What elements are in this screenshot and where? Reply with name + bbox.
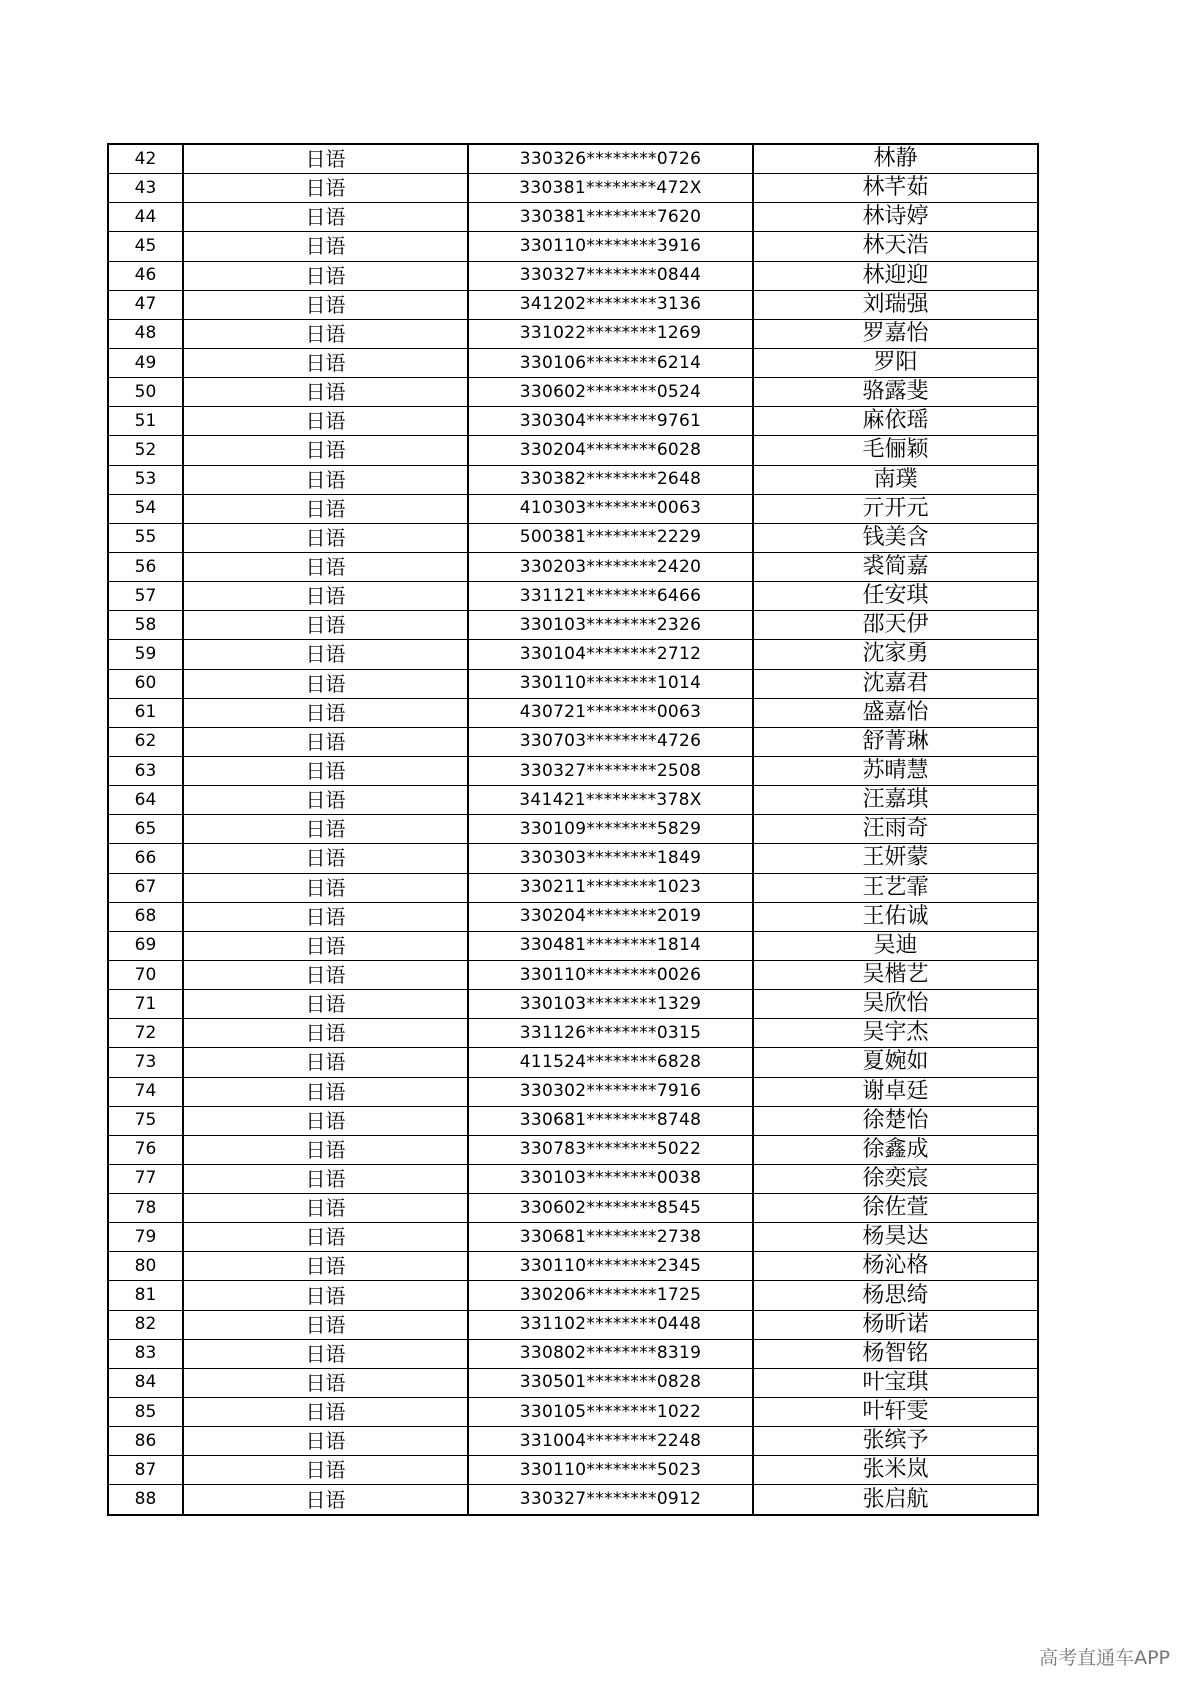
id-number-cell: 330105********1022 [468, 1398, 753, 1427]
id-number-cell: 330703********4726 [468, 727, 753, 756]
row-number-cell: 51 [108, 407, 183, 436]
name-cell: 王佑诚 [753, 902, 1038, 931]
row-number-cell: 44 [108, 203, 183, 232]
table-row [108, 494, 1038, 523]
language-cell: 日语 [183, 494, 468, 523]
name-cell: 林天浩 [753, 232, 1038, 261]
id-number-cell: 330326********0726 [468, 144, 753, 174]
language-cell: 日语 [183, 902, 468, 931]
id-number-cell: 330304********9761 [468, 407, 753, 436]
table-row [108, 582, 1038, 611]
id-number-cell: 331102********0448 [468, 1310, 753, 1339]
id-number-cell: 330110********5023 [468, 1456, 753, 1485]
table-row [108, 931, 1038, 960]
language-cell: 日语 [183, 1339, 468, 1368]
name-cell: 林芊茹 [753, 174, 1038, 203]
table-row [108, 1310, 1038, 1339]
row-number-cell: 69 [108, 931, 183, 960]
name-cell: 刘瑞强 [753, 290, 1038, 319]
language-cell: 日语 [183, 873, 468, 902]
id-number-cell: 330303********1849 [468, 844, 753, 873]
name-cell: 徐楚怡 [753, 1106, 1038, 1135]
row-number-cell: 73 [108, 1048, 183, 1077]
language-cell: 日语 [183, 378, 468, 407]
id-number-cell: 330783********5022 [468, 1135, 753, 1164]
id-number-cell: 330302********7916 [468, 1077, 753, 1106]
name-cell: 张米岚 [753, 1456, 1038, 1485]
id-number-cell: 330106********6214 [468, 348, 753, 377]
row-number-cell: 85 [108, 1398, 183, 1427]
row-number-cell: 62 [108, 727, 183, 756]
row-number-cell: 72 [108, 1019, 183, 1048]
row-number-cell: 60 [108, 669, 183, 698]
name-cell: 麻依瑶 [753, 407, 1038, 436]
table-row [108, 1456, 1038, 1485]
name-cell: 徐奕宸 [753, 1164, 1038, 1193]
language-cell: 日语 [183, 727, 468, 756]
id-number-cell: 330602********0524 [468, 378, 753, 407]
name-cell: 裘简嘉 [753, 552, 1038, 581]
language-cell: 日语 [183, 756, 468, 785]
name-cell: 吴楷艺 [753, 960, 1038, 989]
table-row [108, 1252, 1038, 1281]
language-cell: 日语 [183, 1135, 468, 1164]
name-cell: 张缤予 [753, 1427, 1038, 1456]
table-row [108, 786, 1038, 815]
table-row [108, 348, 1038, 377]
row-number-cell: 55 [108, 523, 183, 552]
name-cell: 汪嘉琪 [753, 786, 1038, 815]
id-number-cell: 331126********0315 [468, 1019, 753, 1048]
table-row [108, 611, 1038, 640]
name-cell: 杨昕诺 [753, 1310, 1038, 1339]
id-number-cell: 330802********8319 [468, 1339, 753, 1368]
id-number-cell: 331022********1269 [468, 319, 753, 348]
table-row [108, 844, 1038, 873]
language-cell: 日语 [183, 203, 468, 232]
language-cell: 日语 [183, 1368, 468, 1397]
name-cell: 南璞 [753, 465, 1038, 494]
language-cell: 日语 [183, 348, 468, 377]
language-cell: 日语 [183, 1310, 468, 1339]
language-cell: 日语 [183, 1048, 468, 1077]
language-cell: 日语 [183, 1019, 468, 1048]
row-number-cell: 67 [108, 873, 183, 902]
name-cell: 吴欣怡 [753, 990, 1038, 1019]
table-row [108, 1164, 1038, 1193]
id-number-cell: 330110********0026 [468, 960, 753, 989]
id-number-cell: 330203********2420 [468, 552, 753, 581]
row-number-cell: 52 [108, 436, 183, 465]
language-cell: 日语 [183, 669, 468, 698]
table-row [108, 1427, 1038, 1456]
id-number-cell: 330382********2648 [468, 465, 753, 494]
name-cell: 谢卓廷 [753, 1077, 1038, 1106]
language-cell: 日语 [183, 844, 468, 873]
language-cell: 日语 [183, 1252, 468, 1281]
row-number-cell: 81 [108, 1281, 183, 1310]
id-number-cell: 330501********0828 [468, 1368, 753, 1397]
name-cell: 徐鑫成 [753, 1135, 1038, 1164]
name-cell: 林诗婷 [753, 203, 1038, 232]
row-number-cell: 63 [108, 756, 183, 785]
name-cell: 吴宇杰 [753, 1019, 1038, 1048]
name-cell: 亓开元 [753, 494, 1038, 523]
table-row [108, 1485, 1038, 1515]
name-cell: 王艺霏 [753, 873, 1038, 902]
id-number-cell: 330104********2712 [468, 640, 753, 669]
name-cell: 汪雨奇 [753, 815, 1038, 844]
id-number-cell: 330681********8748 [468, 1106, 753, 1135]
language-cell: 日语 [183, 1106, 468, 1135]
id-number-cell: 341202********3136 [468, 290, 753, 319]
table-row [108, 261, 1038, 290]
id-number-cell: 330381********472X [468, 174, 753, 203]
name-cell: 杨昊达 [753, 1223, 1038, 1252]
row-number-cell: 42 [108, 144, 183, 174]
name-cell: 叶宝琪 [753, 1368, 1038, 1397]
table-row [108, 1077, 1038, 1106]
language-cell: 日语 [183, 174, 468, 203]
name-cell: 林静 [753, 144, 1038, 174]
row-number-cell: 54 [108, 494, 183, 523]
roster-table [107, 143, 1039, 1516]
row-number-cell: 88 [108, 1485, 183, 1515]
name-cell: 张启航 [753, 1485, 1038, 1515]
language-cell: 日语 [183, 640, 468, 669]
language-cell: 日语 [183, 232, 468, 261]
id-number-cell: 330481********1814 [468, 931, 753, 960]
name-cell: 叶轩雯 [753, 1398, 1038, 1427]
table-row [108, 290, 1038, 319]
row-number-cell: 87 [108, 1456, 183, 1485]
id-number-cell: 341421********378X [468, 786, 753, 815]
row-number-cell: 53 [108, 465, 183, 494]
table-row [108, 873, 1038, 902]
language-cell: 日语 [183, 290, 468, 319]
row-number-cell: 82 [108, 1310, 183, 1339]
language-cell: 日语 [183, 552, 468, 581]
row-number-cell: 83 [108, 1339, 183, 1368]
id-number-cell: 410303********0063 [468, 494, 753, 523]
table-row [108, 1135, 1038, 1164]
table-row [108, 1223, 1038, 1252]
id-number-cell: 411524********6828 [468, 1048, 753, 1077]
table-row [108, 232, 1038, 261]
row-number-cell: 56 [108, 552, 183, 581]
row-number-cell: 79 [108, 1223, 183, 1252]
row-number-cell: 76 [108, 1135, 183, 1164]
id-number-cell: 330206********1725 [468, 1281, 753, 1310]
row-number-cell: 59 [108, 640, 183, 669]
id-number-cell: 330211********1023 [468, 873, 753, 902]
language-cell: 日语 [183, 1077, 468, 1106]
language-cell: 日语 [183, 960, 468, 989]
name-cell: 王妍蒙 [753, 844, 1038, 873]
id-number-cell: 330103********2326 [468, 611, 753, 640]
language-cell: 日语 [183, 261, 468, 290]
row-number-cell: 75 [108, 1106, 183, 1135]
language-cell: 日语 [183, 698, 468, 727]
id-number-cell: 330204********2019 [468, 902, 753, 931]
name-cell: 任安琪 [753, 582, 1038, 611]
name-cell: 舒菁琳 [753, 727, 1038, 756]
table-row [108, 1281, 1038, 1310]
row-number-cell: 74 [108, 1077, 183, 1106]
id-number-cell: 500381********2229 [468, 523, 753, 552]
id-number-cell: 330109********5829 [468, 815, 753, 844]
watermark: 高考直通车APP [1039, 1647, 1170, 1669]
id-number-cell: 330327********2508 [468, 756, 753, 785]
language-cell: 日语 [183, 436, 468, 465]
language-cell: 日语 [183, 1281, 468, 1310]
id-number-cell: 331004********2248 [468, 1427, 753, 1456]
language-cell: 日语 [183, 611, 468, 640]
id-number-cell: 330602********8545 [468, 1194, 753, 1223]
language-cell: 日语 [183, 407, 468, 436]
row-number-cell: 47 [108, 290, 183, 319]
table-row [108, 523, 1038, 552]
language-cell: 日语 [183, 582, 468, 611]
name-cell: 钱美含 [753, 523, 1038, 552]
table-row [108, 1339, 1038, 1368]
row-number-cell: 70 [108, 960, 183, 989]
row-number-cell: 50 [108, 378, 183, 407]
table-row [108, 640, 1038, 669]
language-cell: 日语 [183, 1427, 468, 1456]
language-cell: 日语 [183, 931, 468, 960]
language-cell: 日语 [183, 786, 468, 815]
table-row [108, 144, 1038, 174]
table-row [108, 1106, 1038, 1135]
language-cell: 日语 [183, 1398, 468, 1427]
row-number-cell: 80 [108, 1252, 183, 1281]
row-number-cell: 57 [108, 582, 183, 611]
language-cell: 日语 [183, 990, 468, 1019]
table-row [108, 1368, 1038, 1397]
table-row [108, 815, 1038, 844]
table-row [108, 902, 1038, 931]
table-row [108, 698, 1038, 727]
name-cell: 苏晴慧 [753, 756, 1038, 785]
name-cell: 夏婉如 [753, 1048, 1038, 1077]
table-row [108, 203, 1038, 232]
id-number-cell: 330103********0038 [468, 1164, 753, 1193]
roster-body [108, 144, 1038, 1515]
id-number-cell: 330327********0844 [468, 261, 753, 290]
name-cell: 盛嘉怡 [753, 698, 1038, 727]
table-row [108, 552, 1038, 581]
language-cell: 日语 [183, 1164, 468, 1193]
table-row [108, 1194, 1038, 1223]
table-row [108, 436, 1038, 465]
language-cell: 日语 [183, 144, 468, 174]
language-cell: 日语 [183, 523, 468, 552]
id-number-cell: 330204********6028 [468, 436, 753, 465]
table-row [108, 465, 1038, 494]
row-number-cell: 48 [108, 319, 183, 348]
row-number-cell: 71 [108, 990, 183, 1019]
row-number-cell: 45 [108, 232, 183, 261]
name-cell: 罗嘉怡 [753, 319, 1038, 348]
language-cell: 日语 [183, 465, 468, 494]
table-row [108, 756, 1038, 785]
name-cell: 毛俪颖 [753, 436, 1038, 465]
name-cell: 骆露斐 [753, 378, 1038, 407]
id-number-cell: 330327********0912 [468, 1485, 753, 1515]
table-row [108, 1048, 1038, 1077]
table-row [108, 990, 1038, 1019]
id-number-cell: 430721********0063 [468, 698, 753, 727]
id-number-cell: 331121********6466 [468, 582, 753, 611]
row-number-cell: 43 [108, 174, 183, 203]
table-row [108, 727, 1038, 756]
id-number-cell: 330681********2738 [468, 1223, 753, 1252]
row-number-cell: 46 [108, 261, 183, 290]
name-cell: 沈家勇 [753, 640, 1038, 669]
id-number-cell: 330110********1014 [468, 669, 753, 698]
language-cell: 日语 [183, 1223, 468, 1252]
table-row [108, 669, 1038, 698]
row-number-cell: 78 [108, 1194, 183, 1223]
name-cell: 吴迪 [753, 931, 1038, 960]
name-cell: 杨思绮 [753, 1281, 1038, 1310]
id-number-cell: 330110********2345 [468, 1252, 753, 1281]
row-number-cell: 86 [108, 1427, 183, 1456]
row-number-cell: 49 [108, 348, 183, 377]
language-cell: 日语 [183, 815, 468, 844]
row-number-cell: 66 [108, 844, 183, 873]
row-number-cell: 84 [108, 1368, 183, 1397]
row-number-cell: 68 [108, 902, 183, 931]
language-cell: 日语 [183, 1194, 468, 1223]
row-number-cell: 61 [108, 698, 183, 727]
name-cell: 杨智铭 [753, 1339, 1038, 1368]
name-cell: 林迎迎 [753, 261, 1038, 290]
name-cell: 杨沁格 [753, 1252, 1038, 1281]
language-cell: 日语 [183, 1485, 468, 1515]
row-number-cell: 58 [108, 611, 183, 640]
id-number-cell: 330381********7620 [468, 203, 753, 232]
table-row [108, 319, 1038, 348]
table-row [108, 174, 1038, 203]
name-cell: 徐佐萱 [753, 1194, 1038, 1223]
language-cell: 日语 [183, 1456, 468, 1485]
table-row [108, 960, 1038, 989]
row-number-cell: 65 [108, 815, 183, 844]
language-cell: 日语 [183, 319, 468, 348]
table-row [108, 407, 1038, 436]
id-number-cell: 330110********3916 [468, 232, 753, 261]
row-number-cell: 77 [108, 1164, 183, 1193]
row-number-cell: 64 [108, 786, 183, 815]
name-cell: 邵天伊 [753, 611, 1038, 640]
table-row [108, 1398, 1038, 1427]
name-cell: 沈嘉君 [753, 669, 1038, 698]
table-row [108, 378, 1038, 407]
id-number-cell: 330103********1329 [468, 990, 753, 1019]
name-cell: 罗阳 [753, 348, 1038, 377]
table-row [108, 1019, 1038, 1048]
